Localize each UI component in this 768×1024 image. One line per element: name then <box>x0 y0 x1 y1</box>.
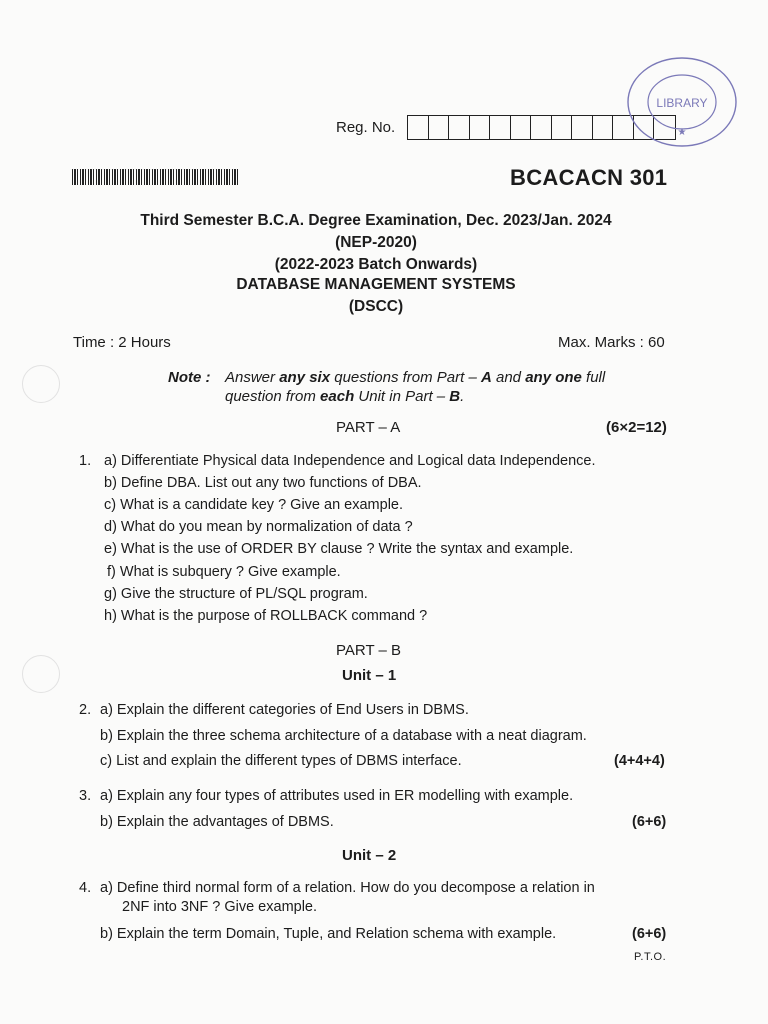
batch-line: (2022-2023 Batch Onwards) <box>274 256 478 273</box>
punch-hole-mark <box>22 655 60 693</box>
question-item: g) Give the structure of PL/SQL program. <box>104 586 368 602</box>
question-marks: (6+6) <box>632 814 667 830</box>
part-b-title: PART – B <box>336 642 402 659</box>
max-marks: Max. Marks : 60 <box>558 334 665 351</box>
time-allowed: Time : 2 Hours <box>73 334 171 351</box>
question-item: h) What is the purpose of ROLLBACK command ? <box>104 608 428 624</box>
reg-no-label: Reg. No. <box>336 119 396 136</box>
question-marks: (4+4+4) <box>614 753 665 769</box>
note <box>168 368 606 405</box>
subject-title: DATABASE MANAGEMENT SYSTEMS <box>236 276 516 293</box>
part-a-marks: (6×2=12) <box>606 419 667 436</box>
course-type: (DSCC) <box>348 298 404 315</box>
question-item: d) What do you mean by normalization of data ? <box>104 519 413 535</box>
question-item: a) Differentiate Physical data Independence and Logical data Independence. <box>104 453 596 469</box>
question-item: a) Explain the different categories of End Users in DBMS. <box>100 702 469 718</box>
question-item: e) What is the use of ORDER BY clause ? Write the syntax and example. <box>104 541 574 557</box>
question-item: b) Explain the term Domain, Tuple, and Relation schema with example. <box>100 926 557 942</box>
question-item: b) Explain the three schema architecture of a database with a neat diagram. <box>100 728 587 744</box>
question-item: f) What is subquery ? Give example. <box>107 564 341 580</box>
question-item: b) Explain the advantages of DBMS. <box>100 814 334 830</box>
question-item: a) Define third normal form of a relation. How do you decompose a relation in <box>100 880 595 896</box>
question-number: 4. <box>79 880 92 896</box>
scheme-line: (NEP-2020) <box>335 234 417 251</box>
question-number: 1. <box>79 453 92 469</box>
note-label: Note : <box>168 369 211 386</box>
question-number: 3. <box>79 788 92 804</box>
unit-1-title: Unit – 1 <box>342 667 397 684</box>
question-item: c) List and explain the different types of DBMS interface. <box>100 753 462 769</box>
exam-title: Third Semester B.C.A. Degree Examination, Dec. 2023/Jan. 2024 <box>140 212 612 229</box>
library-stamp <box>622 50 740 150</box>
question-marks: (6+6) <box>632 926 667 942</box>
barcode <box>72 169 240 185</box>
question-item-continued: 2NF into 3NF ? Give example. <box>122 899 318 915</box>
question-item: a) Explain any four types of attributes used in ER modelling with example. <box>100 788 574 804</box>
note-body: Answer any six questions from Part – A and any one full question from each Unit in Part – B. <box>225 369 606 405</box>
question-item: c) What is a candidate key ? Give an example. <box>104 497 404 513</box>
unit-2-title: Unit – 2 <box>342 847 397 864</box>
svg-text:★: ★ <box>677 127 687 138</box>
part-a-title: PART – A <box>336 419 401 436</box>
punch-hole-mark <box>22 365 60 403</box>
question-item: b) Define DBA. List out any two functions of DBA. <box>104 475 422 491</box>
svg-text:LIBRARY: LIBRARY <box>656 96 708 110</box>
paper-code: BCACACN 301 <box>510 165 668 190</box>
question-number: 2. <box>79 702 92 718</box>
pto-label: P.T.O. <box>634 951 667 963</box>
